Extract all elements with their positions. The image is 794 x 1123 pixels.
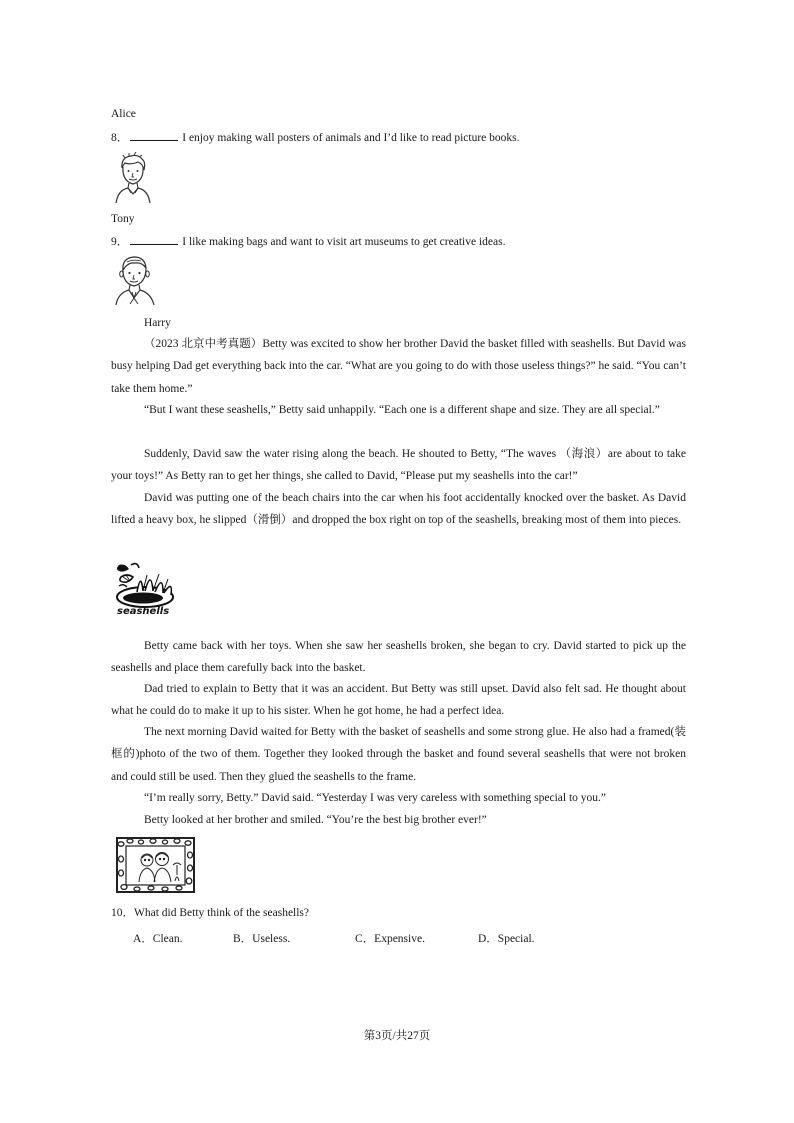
question-9 — [111, 233, 505, 249]
question-10-text: What did Betty think of the seashells? — [134, 907, 310, 919]
passage-paragraph-3: Suddenly, David saw the water rising along the beach. He shouted to Betty, “The waves （海浪）are about to take your toys!” As Betty ran to get her things, she called to David, “Please put my seashells into the car!” — [111, 448, 686, 483]
framed-photo-image — [115, 835, 197, 895]
question-9-number: 9． — [111, 236, 129, 248]
passage-paragraph-5: Betty came back with her toys. When she saw her seashells broken, she began to cry. David started to pick up the seashells and place them carefully back into the basket. — [111, 640, 686, 675]
question-8-text: I enjoy making wall posters of animals and I’d like to read picture books. — [182, 132, 520, 144]
name-alice: Alice — [111, 108, 136, 120]
passage-paragraph-6: Dad tried to explain to Betty that it was an accident. But Betty was still upset. David also felt sad. He thought about what he could do to make it up to his sister. When he got home, he had a perfect idea. — [111, 683, 686, 718]
option-c[interactable]: C．Expensive. — [355, 933, 425, 945]
harry-portrait-image — [113, 254, 157, 306]
question-9-text: I like making bags and want to visit art museums to get creative ideas. — [182, 236, 506, 248]
question-10 — [111, 906, 309, 920]
question-8-number: 8． — [111, 132, 129, 144]
passage-paragraph-8: “I’m really sorry, Betty.” David said. “Yesterday I was very careless with something special to you.” — [144, 792, 606, 804]
answer-blank-9[interactable] — [130, 233, 178, 245]
question-10-number: 10． — [111, 907, 134, 919]
page-footer: 第3页/共27页 — [363, 1030, 431, 1042]
passage-paragraph-7: The next morning David waited for Betty with the basket of seashells and some strong glue. He also had a framed(装框的)photo of the two of them. Together they looked through the basket and found several seashells that were not broken and could still be used. Then they glued the seashells to the frame. — [111, 726, 686, 783]
name-tony: Tony — [111, 213, 135, 225]
tony-portrait-image — [113, 152, 153, 204]
passage-paragraph-2: “But I want these seashells,” Betty said unhappily. “Each one is a different shape and size. They are all special.” — [144, 404, 660, 416]
passage-paragraph-4: David was putting one of the beach chairs into the car when his foot accidentally knocked over the basket. As David lifted a heavy box, he slipped（滑倒）and dropped the box right on top of the seashells, breaking most of them into pieces. — [111, 492, 686, 527]
seashells-image — [113, 561, 181, 615]
passage-paragraph-9: Betty looked at her brother and smiled. “You’re the best big brother ever!” — [144, 814, 487, 826]
passage-paragraph-1: （2023 北京中考真题）Betty was excited to show her brother David the basket filled with seashells. But David was busy helping Dad get everything back into the car. “What are you going to do with those useless things?” he said. “You can’t take them home.” — [111, 338, 686, 395]
seashells-caption: seashells — [117, 606, 170, 615]
option-b[interactable]: B．Useless. — [233, 933, 291, 945]
option-a[interactable]: A．Clean. — [133, 933, 183, 945]
option-d[interactable]: D．Special. — [478, 933, 535, 945]
question-8 — [111, 129, 520, 145]
name-harry: Harry — [144, 317, 171, 329]
answer-blank-8[interactable] — [130, 129, 178, 141]
